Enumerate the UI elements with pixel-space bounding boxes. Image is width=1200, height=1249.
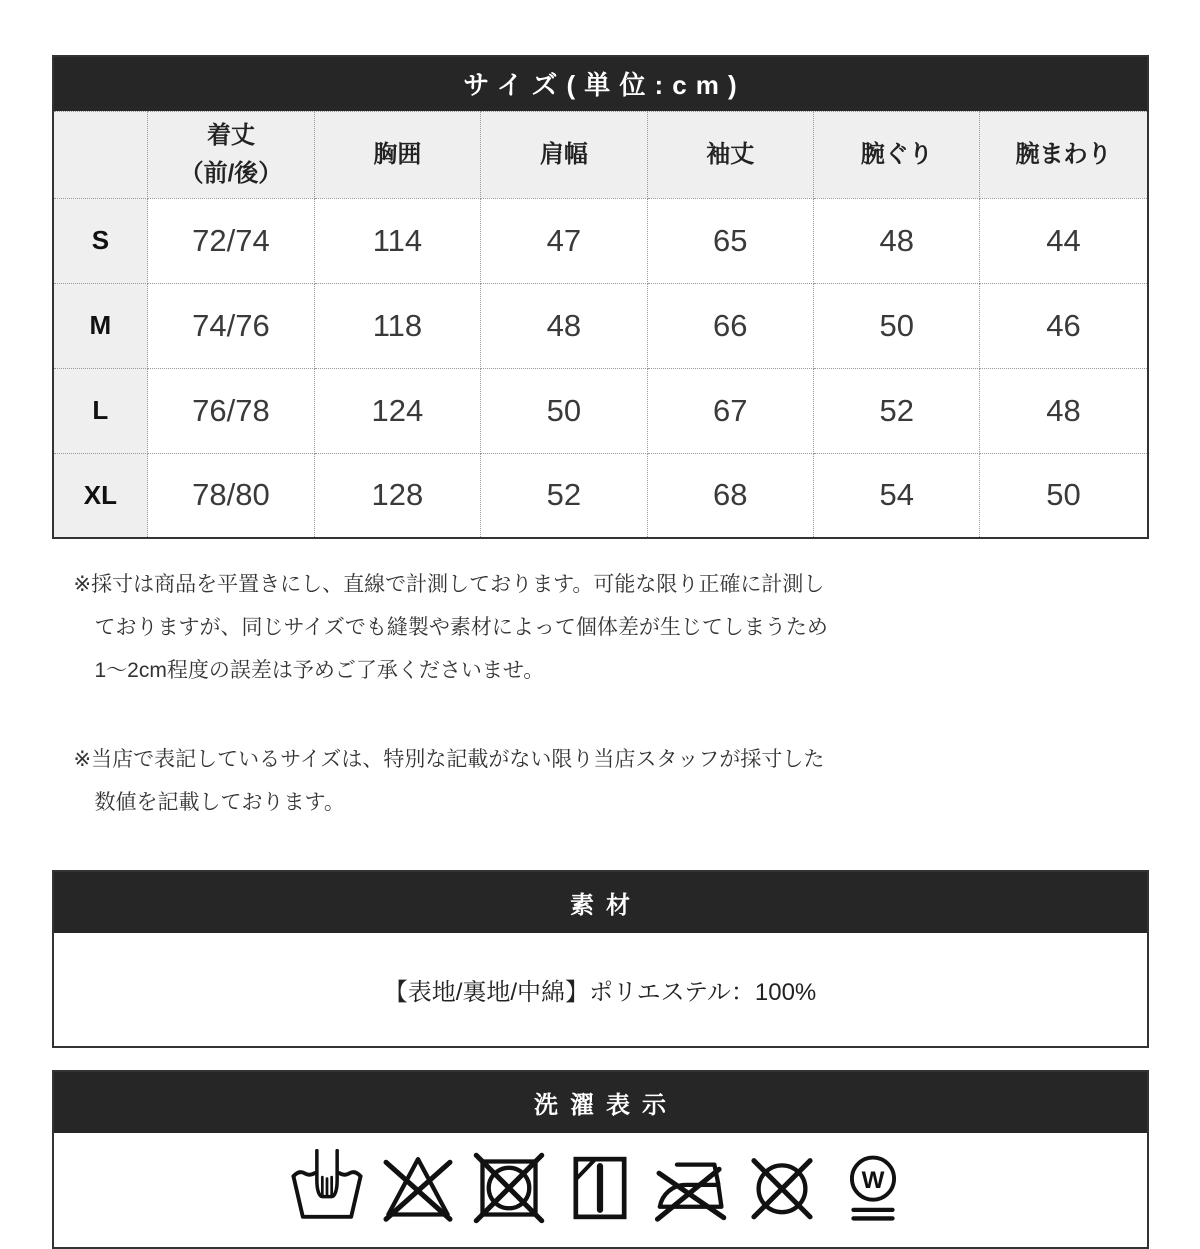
svg-text:W: W (861, 1167, 885, 1195)
do-not-bleach-icon (379, 1149, 457, 1227)
measurement-cell: 50 (980, 453, 1148, 538)
size-label: S (53, 198, 148, 283)
measurement-notes (74, 563, 1149, 824)
measurement-cell: 118 (314, 283, 480, 368)
do-not-dry-clean-icon (743, 1149, 821, 1227)
measurement-cell: 76/78 (148, 368, 314, 453)
measurement-cell: 78/80 (148, 453, 314, 538)
measurement-cell: 114 (314, 198, 480, 283)
laundry-icons-row (54, 1133, 1147, 1247)
measurement-cell: 48 (481, 283, 647, 368)
laundry-panel-title: 洗濯表示 (54, 1072, 1147, 1133)
measurement-cell: 44 (980, 198, 1148, 283)
size-row-m (53, 283, 1148, 368)
column-header-shoulder: 肩幅 (481, 111, 647, 198)
measurement-cell: 72/74 (148, 198, 314, 283)
measurement-cell: 46 (980, 283, 1148, 368)
material-panel (52, 870, 1149, 1048)
measurement-cell: 50 (481, 368, 647, 453)
hang-dry-in-shade-icon (561, 1149, 639, 1227)
column-header-chest: 胸囲 (314, 111, 480, 198)
hand-wash-icon (288, 1149, 366, 1227)
size-table-title-bar (53, 56, 1148, 111)
measurement-cell: 52 (481, 453, 647, 538)
column-header-row (53, 111, 1148, 198)
laundry-panel (52, 1070, 1149, 1249)
size-row-xl (53, 453, 1148, 538)
do-not-tumble-dry-icon (470, 1149, 548, 1227)
column-header-length: 着丈 （前/後） (148, 111, 314, 198)
measurement-cell: 67 (647, 368, 813, 453)
size-label: XL (53, 453, 148, 538)
size-label: L (53, 368, 148, 453)
measurement-cell: 52 (814, 368, 980, 453)
size-row-l (53, 368, 1148, 453)
material-panel-title: 素材 (54, 872, 1147, 933)
do-not-iron-icon (652, 1149, 730, 1227)
wet-cleaning-gentle-icon (834, 1149, 912, 1227)
measurement-cell: 48 (980, 368, 1148, 453)
measurement-cell: 68 (647, 453, 813, 538)
measurement-cell: 54 (814, 453, 980, 538)
column-header-arm-circumference: 腕まわり (980, 111, 1148, 198)
measurement-cell: 48 (814, 198, 980, 283)
measurement-cell: 128 (314, 453, 480, 538)
size-label: M (53, 283, 148, 368)
measurement-cell: 74/76 (148, 283, 314, 368)
measurement-cell: 50 (814, 283, 980, 368)
corner-cell (53, 111, 148, 198)
measurement-cell: 47 (481, 198, 647, 283)
column-header-armhole: 腕ぐり (814, 111, 980, 198)
measurement-cell: 65 (647, 198, 813, 283)
measurement-cell: 66 (647, 283, 813, 368)
note-measurement-accuracy: ※採寸は商品を平置きにし、直線で計測しております。可能な限り正確に計測し ておりますが、同じサイズでも縫製や素材によって個体差が生じてしまうため 1～2cm程度の誤差は予めご了承くださいませ。 (73, 573, 828, 683)
column-header-sleeve: 袖丈 (647, 111, 813, 198)
size-row-s (53, 198, 1148, 283)
measurement-cell: 124 (314, 368, 480, 453)
product-size-chart-page (52, 0, 1149, 1249)
note-staff-measured: ※当店で表記しているサイズは、特別な記載がない限り当店スタッフが採寸した 数値を記載しております。 (73, 748, 825, 815)
size-table-title: サイズ(単位:cm) (53, 56, 1148, 111)
size-table (52, 55, 1149, 539)
material-text: 【表地/裏地/中綿】ポリエステル：100% (383, 979, 817, 1007)
